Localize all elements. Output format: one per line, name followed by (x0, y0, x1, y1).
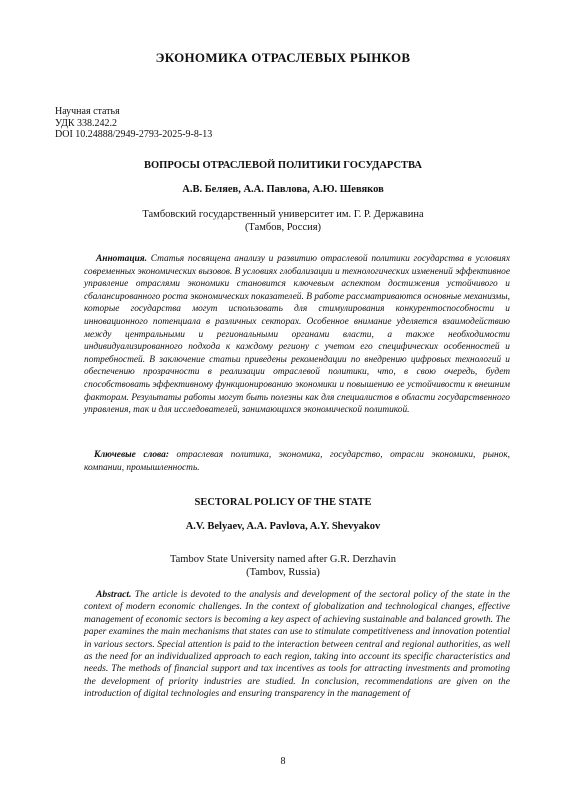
english-affiliation-name: Tambov State University named after G.R. Derzhavin (169, 554, 397, 565)
russian-keywords-label: Ключевые слова: (94, 450, 169, 460)
section-title: ЭКОНОМИКА ОТРАСЛЕВЫХ РЫНКОВ (155, 50, 411, 65)
russian-abstract-label: Аннотация. (96, 254, 147, 264)
russian-affiliation-location: (Тамбов, Россия) (244, 222, 322, 233)
article-type: Научная статья (55, 106, 120, 117)
russian-keywords (84, 449, 510, 474)
russian-abstract (84, 253, 510, 417)
russian-abstract-text: Статья посвящена анализу и развитию отраслевой политики государства в условиях современных экономических вызовов. В условиях глобализации и технологических изменений эффективное управление отраслями экономики становится ключевым аспектом достижения устойчивого и сбалансированного роста экономических показателей. В работе рассматриваются основные механизмы, которые государства могут использовать для стимулирования конкурентоспособности и инновационного потенциала в различных секторах. Особенное внимание уделяется взаимодействию между центральными и региональными органами власти, а также необходимости индивидуализированного подхода к каждому региону с учетом его специфических особенностей и потребностей. В заключение статьи приведены рекомендации по внедрению цифровых технологий и обеспечению прозрачности в реализации отраслевой политики, что, в свою очередь, будет способствовать эффективному функционированию экономики и повышению ее устойчивости к внешним факторам. Результаты работы могут быть полезны как для специалистов в области государственного управления, так и для исследователей, занимающихся экономической политикой. (84, 254, 511, 416)
english-abstract-label: Abstract. (96, 589, 132, 600)
english-affiliation-location: (Tambov, Russia) (246, 567, 320, 578)
russian-title: ВОПРОСЫ ОТРАСЛЕВОЙ ПОЛИТИКИ ГОСУДАРСТВА (144, 160, 422, 171)
doi: DOI 10.24888/2949-2793-2025-9-8-13 (55, 129, 213, 140)
russian-affiliation-name: Тамбовский государственный университет им. Г. Р. Державина (142, 209, 424, 220)
english-title: SECTORAL POLICY OF THE STATE (194, 497, 372, 508)
english-authors: A.V. Belyaev, A.A. Pavlova, A.Y. Shevyakov (185, 521, 381, 532)
english-abstract (84, 589, 510, 701)
english-affiliation (0, 553, 566, 579)
russian-affiliation (0, 208, 566, 234)
article-meta (55, 106, 212, 141)
udc-code: УДК 338.242.2 (55, 117, 118, 129)
english-abstract-text: The article is devoted to the analysis and development of the sectoral policy of the state in the context of modern economic challenges. In the context of globalization and technological changes, effective management of economic sectors is becoming a key aspect of achieving sustainable and balanced growth. The paper examines the main mechanisms that states can use to stimulate competitiveness and innovation potential in various sectors. Special attention is paid to the interaction between central and regional authorities, as well as the need for an individualized approach to each region, taking into account its specific characteristics and needs. The methods of financial support and tax incentives as tools for attracting investments and promoting the development of priority industries are studied. In conclusion, recommendations are given on the introduction of digital technologies and ensuring transparency in the management of (84, 589, 511, 700)
russian-authors: А.В. Беляев, А.А. Павлова, А.Ю. Шевяков (182, 184, 384, 195)
page-number: 8 (280, 756, 286, 767)
russian-keywords-text: отраслевая политика, экономика, государство, отрасли экономики, рынок, компании, промышленность. (84, 450, 511, 473)
